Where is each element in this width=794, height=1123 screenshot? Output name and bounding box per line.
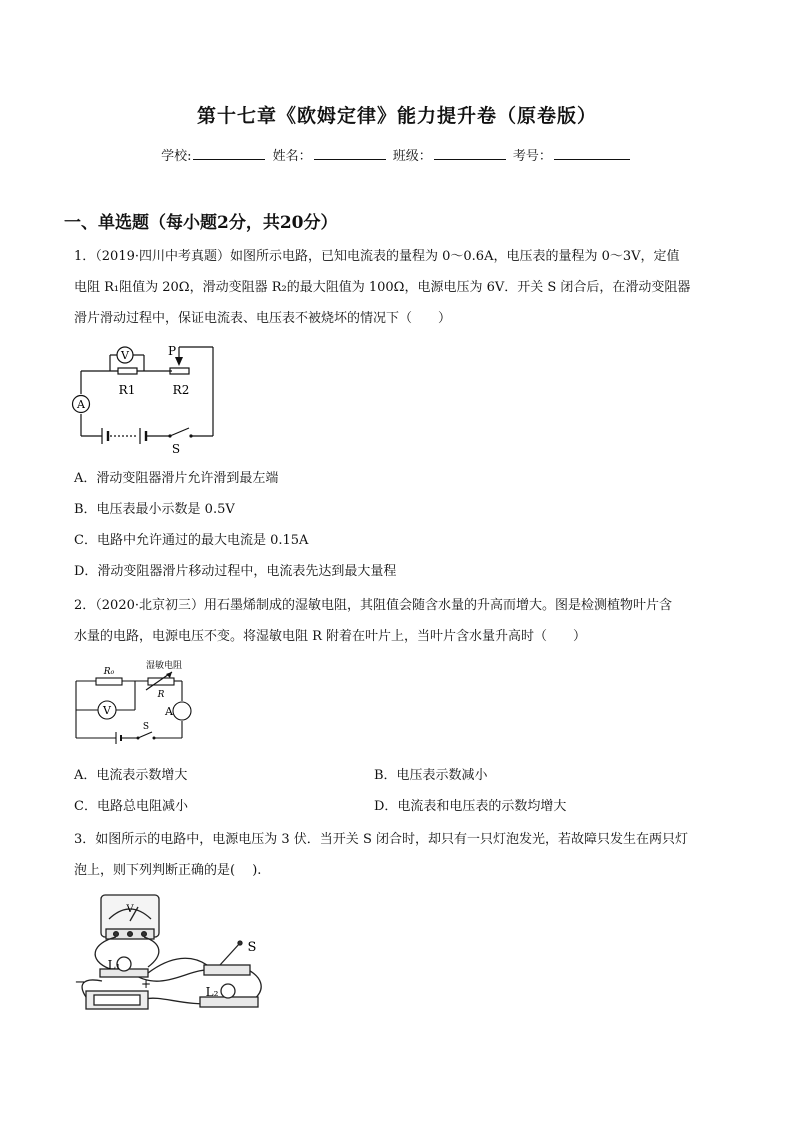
question-2-circuit-diagram <box>72 656 196 746</box>
q2-r-label: R <box>157 690 165 700</box>
q2-option-a[interactable]: A．电流表示数增大 <box>74 768 188 783</box>
exam-no-label: 考号： <box>512 149 552 164</box>
q2-ammeter-symbol <box>173 702 191 720</box>
q3-l1-label: L₁ <box>107 958 121 972</box>
slider-arrow-icon <box>175 357 183 366</box>
q2-option-d[interactable]: D．电流表和电压表的示数均增大 <box>374 799 567 814</box>
name-label: 姓名： <box>272 149 312 164</box>
switch-label: S <box>171 442 181 456</box>
q2-switch-label: S <box>142 722 150 732</box>
document-title: 第十七章《欧姆定律》能力提升卷（原卷版） <box>196 105 597 127</box>
exam-no-blank[interactable] <box>554 145 630 160</box>
q1-option-a[interactable]: A．滑动变阻器滑片允许滑到最左端 <box>74 471 279 486</box>
q2-option-c[interactable]: C．电路总电阻减小 <box>74 799 188 814</box>
q3-voltmeter-label: V <box>126 904 134 915</box>
question-3-line-1: 3．如图所示的电路中，电源电压为 3 伏．当开关 S 闭合时，却只有一只灯泡发光，若故障只发生在两只灯 <box>74 832 688 847</box>
q2-option-b[interactable]: B．电压表示数减小 <box>374 768 488 783</box>
class-label: 班级： <box>392 149 432 164</box>
q3-minus-label: − <box>74 975 86 990</box>
question-2-line-2: 水量的电路，电源电压不变。将湿敏电阻 R 附着在叶片上，当叶片含水量升高时（ ） <box>74 629 587 644</box>
q3-switch-board <box>204 965 250 975</box>
voltmeter-label: V <box>121 349 129 362</box>
r2-label: R2 <box>172 383 190 397</box>
q3-l2-label: L₂ <box>205 985 219 999</box>
q1-option-b[interactable]: B．电压表最小示数是 0.5V <box>74 502 235 517</box>
question-3-circuit-photo <box>72 885 278 1015</box>
student-info-line <box>0 145 794 164</box>
school-label: 学校: <box>161 149 192 164</box>
question-2-line-1: 2．（2020·北京初三）用石墨烯制成的湿敏电阻，其阻值会随含水量的升高而增大。图是检测植物叶片含 <box>74 598 672 613</box>
class-blank[interactable] <box>434 145 506 160</box>
question-1-line-1: 1．（2019·四川中考真题）如图所示电路，已知电流表的量程为 0～0.6A，电压表的量程为 0～3V，定值 <box>74 249 680 264</box>
q1-option-c[interactable]: C．电路中允许通过的最大电流是 0.15A <box>74 533 309 548</box>
question-1-text <box>74 241 734 334</box>
q2-ammeter-label: A <box>165 705 173 718</box>
section-heading: 一、单选题（每小题2分，共20分） <box>64 213 338 233</box>
question-3-line-2: 泡上，则下列判断正确的是( ). <box>74 863 262 878</box>
q2-r0-label: R₀ <box>103 667 115 677</box>
name-blank[interactable] <box>314 145 386 160</box>
question-1-line-2: 电阻 R₁阻值为 20Ω，滑动变阻器 R₂的最大阻值为 100Ω，电源电压为 6V．开关 S 闭合后，在滑动变阻器 <box>74 280 691 295</box>
question-3-text <box>74 824 734 886</box>
q3-plus-label: + <box>140 977 152 991</box>
q3-switch-label: S <box>247 940 257 955</box>
school-blank[interactable] <box>193 145 265 160</box>
question-1-line-3: 滑片滑动过程中，保证电流表、电压表不被烧坏的情况下（ ） <box>74 311 452 326</box>
q2-sensor-label: 湿敏电阻 <box>145 661 183 671</box>
ammeter-label: A <box>77 398 85 411</box>
q1-option-d[interactable]: D．滑动变阻器滑片移动过程中，电流表先达到最大量程 <box>74 564 397 579</box>
slider-label: P <box>167 344 177 358</box>
q2-voltmeter-label: V <box>103 704 111 717</box>
question-1-circuit-diagram <box>72 342 222 456</box>
r1-label: R1 <box>118 383 136 397</box>
question-2-text <box>74 590 734 652</box>
